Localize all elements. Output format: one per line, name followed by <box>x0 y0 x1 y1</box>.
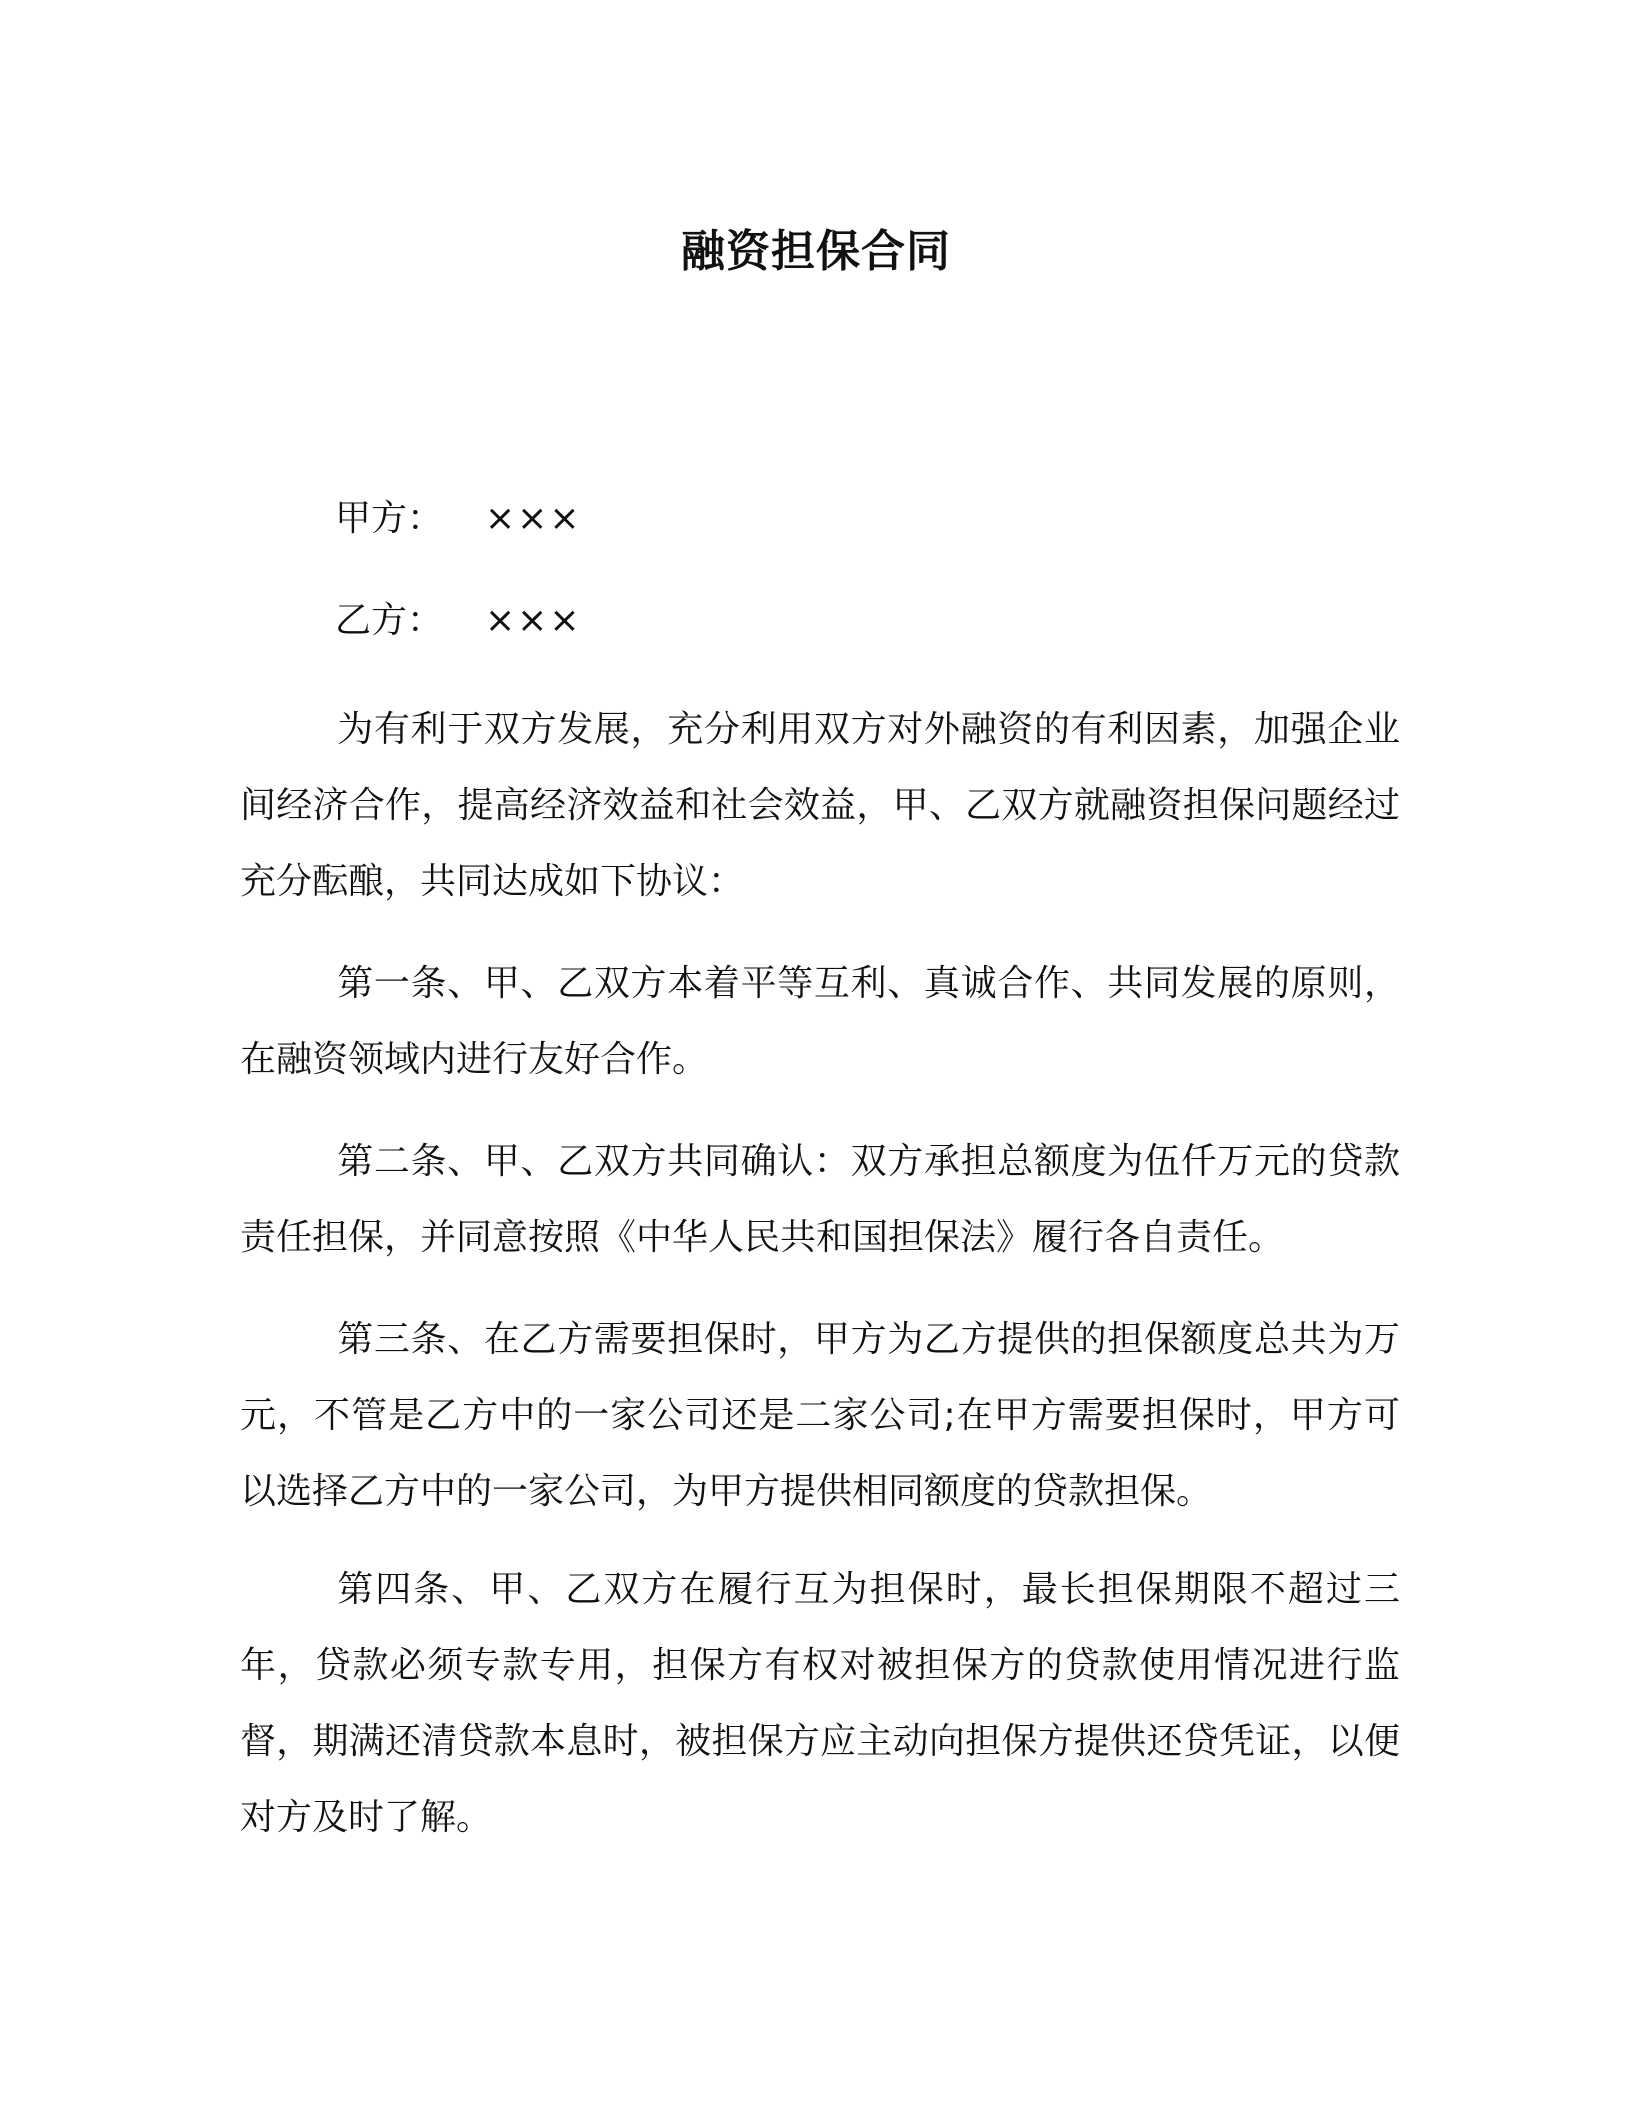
article-4-paragraph: 第四条、甲、乙双方在履行互为担保时，最长担保期限不超过三年，贷款必须专款专用，担保方有权对被担保方的贷款使用情况进行监督，期满还清贷款本息时，被担保方应主动向担保方提供还贷凭证，以便对方及时了解。 <box>240 1569 1400 1838</box>
article-3-paragraph: 第三条、在乙方需要担保时，甲方为乙方提供的担保额度总共为万元，不管是乙方中的一家公司还是二家公司;在甲方需要担保时，甲方可以选择乙方中的一家公司，为甲方提供相同额度的贷款担保。 <box>240 1319 1400 1512</box>
party-a-label: 甲方： <box>335 498 444 539</box>
party-b-line <box>335 596 582 646</box>
preamble-paragraph: 为有利于双方发展，充分利用双方对外融资的有利因素，加强企业间经济合作，提高经济效益和社会效益，甲、乙双方就融资担保问题经过充分酝酿，共同达成如下协议： <box>240 709 1400 902</box>
party-b-value: ××× <box>485 600 582 641</box>
party-b-label: 乙方： <box>335 600 444 641</box>
party-a-value: ××× <box>485 498 582 539</box>
article-1-paragraph: 第一条、甲、乙双方本着平等互利、真诚合作、共同发展的原则，在融资领域内进行友好合作。 <box>240 963 1400 1080</box>
party-a-line <box>335 494 582 544</box>
article-2-paragraph: 第二条、甲、乙双方共同确认：双方承担总额度为伍仟万元的贷款责任担保，并同意按照《中华人民共和国担保法》履行各自责任。 <box>240 1141 1400 1258</box>
document-title: 融资担保合同 <box>681 226 951 277</box>
